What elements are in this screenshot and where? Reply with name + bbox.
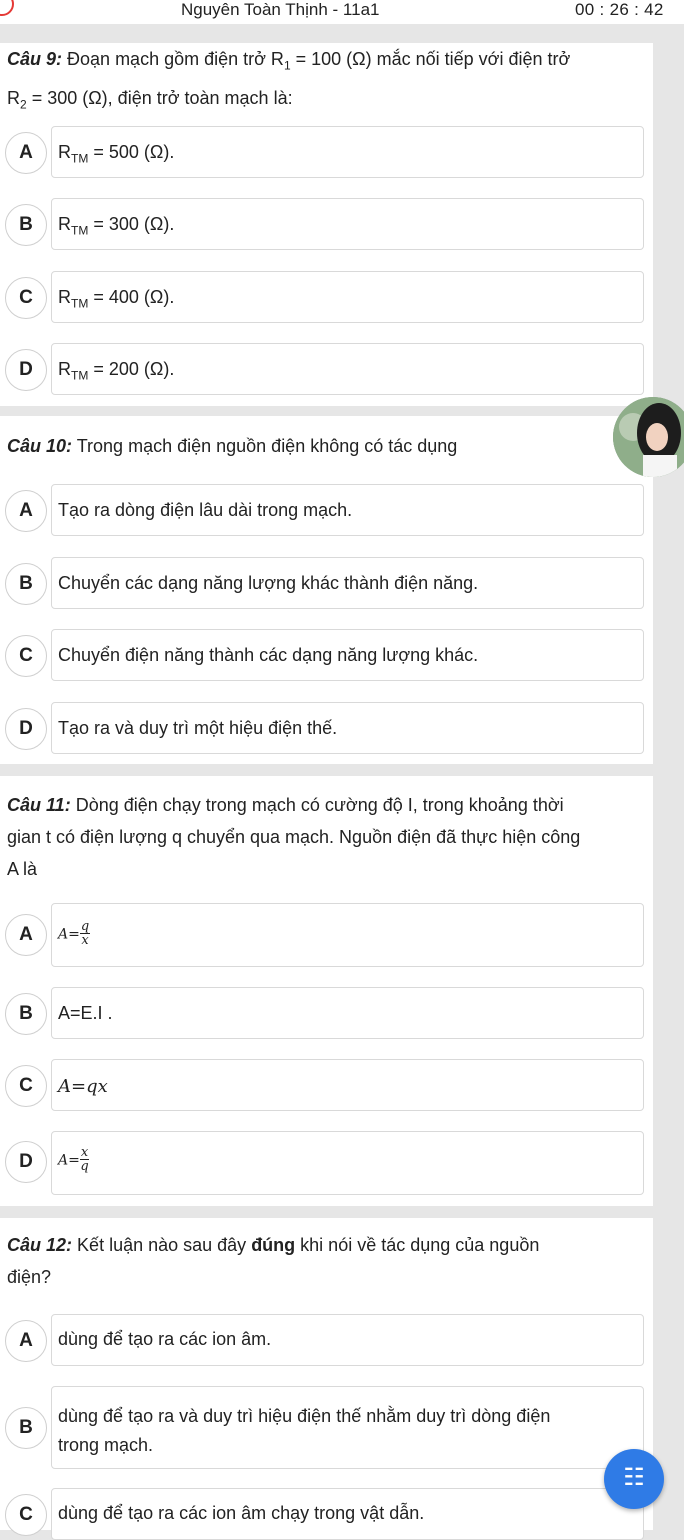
option-b[interactable] [51, 987, 644, 1039]
option-text: dùng để tạo ra các ion âm. [58, 1329, 272, 1349]
countdown-timer: 00 : 26 : 42 [575, 0, 664, 19]
question-card-9 [0, 43, 653, 406]
timer-ring-icon [0, 0, 14, 16]
question-text: Câu 11: Dòng điện chạy trong mạch có cường độ I, trong khoảng thời gian t có điện lượng q chuyển qua mạch. Nguồn điện đã thực hiện công A là [7, 795, 581, 879]
option-b[interactable] [51, 557, 644, 609]
option-letter-a[interactable]: A [5, 1320, 47, 1362]
option-b[interactable] [51, 198, 644, 250]
option-letter-b[interactable]: B [5, 993, 47, 1035]
option-letter-d[interactable]: D [5, 1141, 47, 1183]
option-d[interactable] [51, 702, 644, 754]
option-c[interactable] [51, 629, 644, 681]
option-letter-c[interactable]: C [5, 1065, 47, 1107]
option-a[interactable] [51, 1314, 644, 1366]
option-b[interactable] [51, 1386, 644, 1469]
option-text: Chuyển điện năng thành các dạng năng lượng khác. [58, 645, 479, 665]
option-text: Chuyển các dạng năng lượng khác thành điện năng. [58, 573, 479, 593]
option-formula: A=qx [58, 1076, 108, 1097]
option-formula: A= $\frac{x}{q}$ [58, 1145, 89, 1174]
option-a[interactable] [51, 903, 644, 967]
option-text: $R_{TM} = 300$ (Ω). [58, 214, 175, 238]
option-c[interactable] [51, 1059, 644, 1111]
option-text: $R_{TM} = 400$ (Ω). [58, 287, 175, 311]
option-text: dùng để tạo ra và duy trì hiệu điện thế nhằm duy trì dòng điện trong mạch. [58, 1406, 551, 1455]
question-card-11 [0, 776, 653, 1206]
user-avatar[interactable] [613, 397, 684, 477]
menu-list-icon: ☷ [623, 1464, 645, 1491]
option-letter-b[interactable]: B [5, 204, 47, 246]
option-text: Tạo ra dòng điện lâu dài trong mạch. [58, 500, 353, 520]
option-text: dùng để tạo ra các ion âm chạy trong vật dẫn. [58, 1503, 425, 1523]
option-letter-b[interactable]: B [5, 1407, 47, 1449]
option-text: $R_{TM} = 500$ (Ω). [58, 142, 175, 166]
question-text: Câu 9: Đoạn mạch gồm điện trở $R_1 = 100$ (Ω) mắc nối tiếp với điện trở $R_2 = 300$ (Ω), điện trở toàn mạch là: [7, 49, 571, 112]
option-letter-c[interactable]: C [5, 1494, 47, 1536]
option-text: Tạo ra và duy trì một hiệu điện thế. [58, 718, 338, 738]
option-a[interactable] [51, 484, 644, 536]
option-c[interactable] [51, 271, 644, 323]
top-bar [0, 0, 684, 25]
option-d[interactable] [51, 343, 644, 395]
option-letter-c[interactable]: C [5, 277, 47, 319]
option-letter-d[interactable]: D [5, 349, 47, 391]
option-letter-c[interactable]: C [5, 635, 47, 677]
question-text: Câu 12: Kết luận nào sau đây đúng khi nói về tác dụng của nguồn điện? [7, 1235, 540, 1287]
option-letter-d[interactable]: D [5, 708, 47, 750]
option-letter-b[interactable]: B [5, 563, 47, 605]
option-text: $R_{TM} = 200$ (Ω). [58, 359, 175, 383]
question-text: Câu 10: Trong mạch điện nguồn điện không có tác dụng [7, 436, 458, 456]
question-card-12 [0, 1218, 653, 1530]
avatar-photo-icon [613, 397, 684, 477]
option-a[interactable] [51, 126, 644, 178]
option-d[interactable] [51, 1131, 644, 1195]
option-c[interactable] [51, 1488, 644, 1540]
option-letter-a[interactable]: A [5, 490, 47, 532]
student-name: Nguyên Toàn Thịnh - 11a1 [181, 0, 380, 19]
question-card-10 [0, 416, 653, 764]
option-text: A=E.I . [58, 1003, 113, 1023]
question-list-button[interactable] [604, 1449, 664, 1509]
option-letter-a[interactable]: A [5, 914, 47, 956]
option-formula: A= $\frac{q}{x}$ [58, 919, 90, 948]
option-letter-a[interactable]: A [5, 132, 47, 174]
